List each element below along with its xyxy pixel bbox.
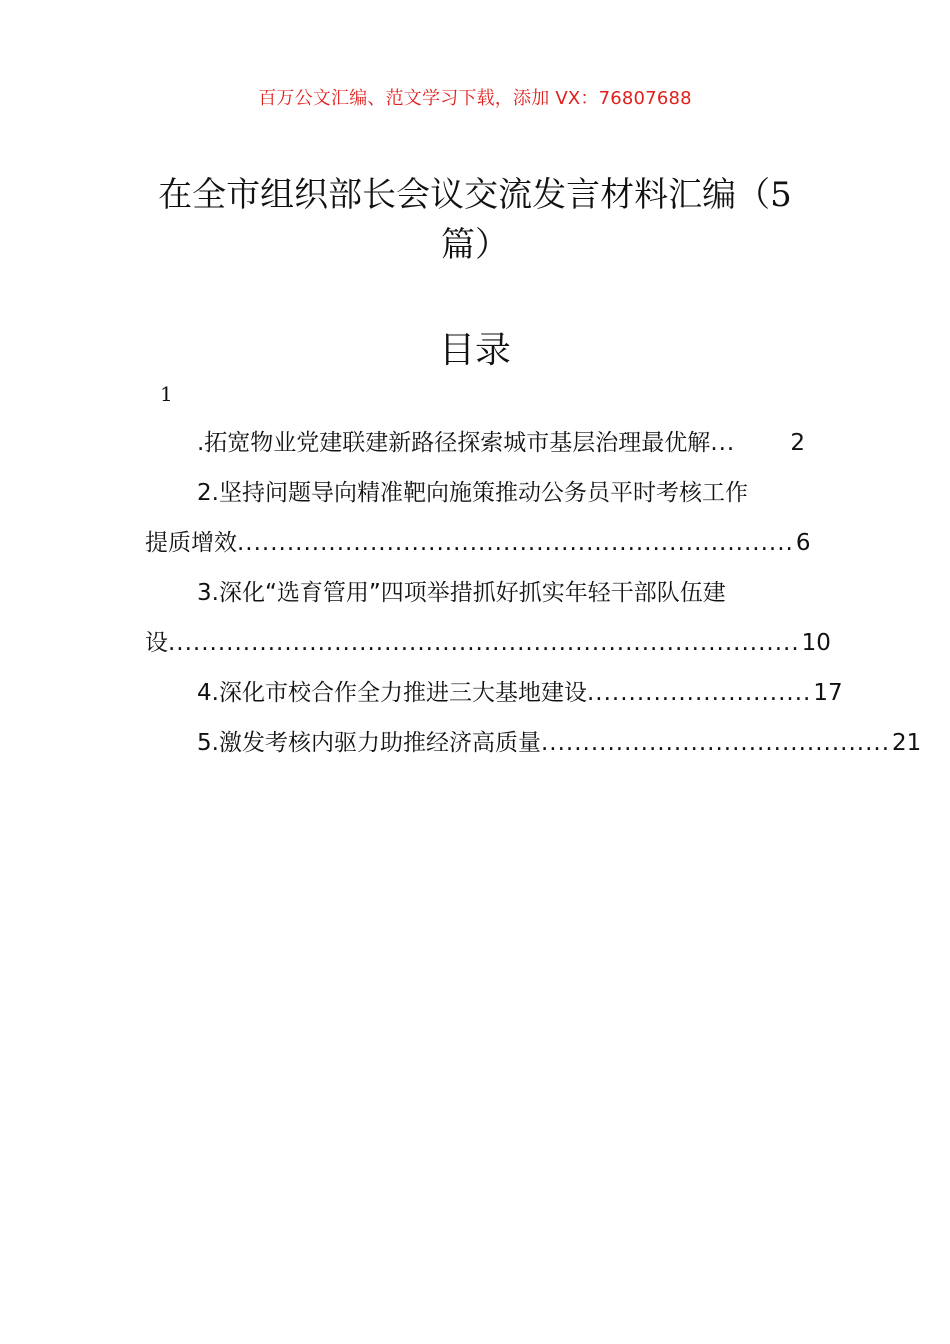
toc-item-2-title: 2.坚持问题导向精准靶向施策推动公务员平时考核工作 (197, 480, 748, 506)
toc-item-1-page: 2 (790, 430, 805, 456)
toc-item-4-title: 4.深化市校合作全力推进三大基地建设 (197, 680, 587, 706)
document-title (140, 170, 810, 270)
toc-item-1[interactable] (145, 418, 805, 468)
toc-heading: 目录 (438, 330, 511, 371)
toc-item-1-leader: ... (710, 430, 736, 456)
toc-item-3-title-cont: 设 (145, 630, 168, 656)
page-marker: 1 (160, 382, 173, 406)
toc-item-3-leader: ............................................................................ (168, 630, 800, 656)
document-title-part2: 篇） (441, 225, 509, 265)
header-ad-text: 百万公文汇编、范文学习下载，添加 VX：76807688 (258, 88, 692, 109)
toc-item-2-line2[interactable] (145, 518, 811, 568)
toc-item-4-leader: ........................... (586, 680, 812, 706)
toc-item-5[interactable] (145, 718, 922, 768)
toc-item-2-line1[interactable] (145, 468, 805, 518)
toc-item-4-page: 17 (813, 680, 843, 706)
toc-item-3-line2[interactable] (145, 618, 831, 668)
toc-item-1-title: .拓宽物业党建联建新路径探索城市基层治理最优解 (197, 430, 711, 456)
toc-item-3-title: 3.深化“选育管用”四项举措抓好抓实年轻干部队伍建 (197, 580, 726, 606)
toc-item-2-title-cont: 提质增效 (145, 530, 237, 556)
toc-item-3-page: 10 (801, 630, 831, 656)
toc-item-4[interactable] (145, 668, 843, 718)
toc-item-5-title: 5.激发考核内驱力助推经济高质量 (197, 730, 541, 756)
document-title-part1: 在全市组织部长会议交流发言材料汇编（ (158, 175, 771, 215)
toc-item-2-page: 6 (795, 530, 811, 556)
toc-item-2-leader: ................................................................... (237, 530, 794, 556)
document-title-number: 5 (770, 175, 792, 215)
table-of-contents (145, 418, 922, 768)
toc-item-5-leader: .......................................... (540, 730, 891, 756)
toc-item-5-page: 21 (892, 730, 922, 756)
toc-item-3-line1[interactable] (145, 568, 805, 618)
